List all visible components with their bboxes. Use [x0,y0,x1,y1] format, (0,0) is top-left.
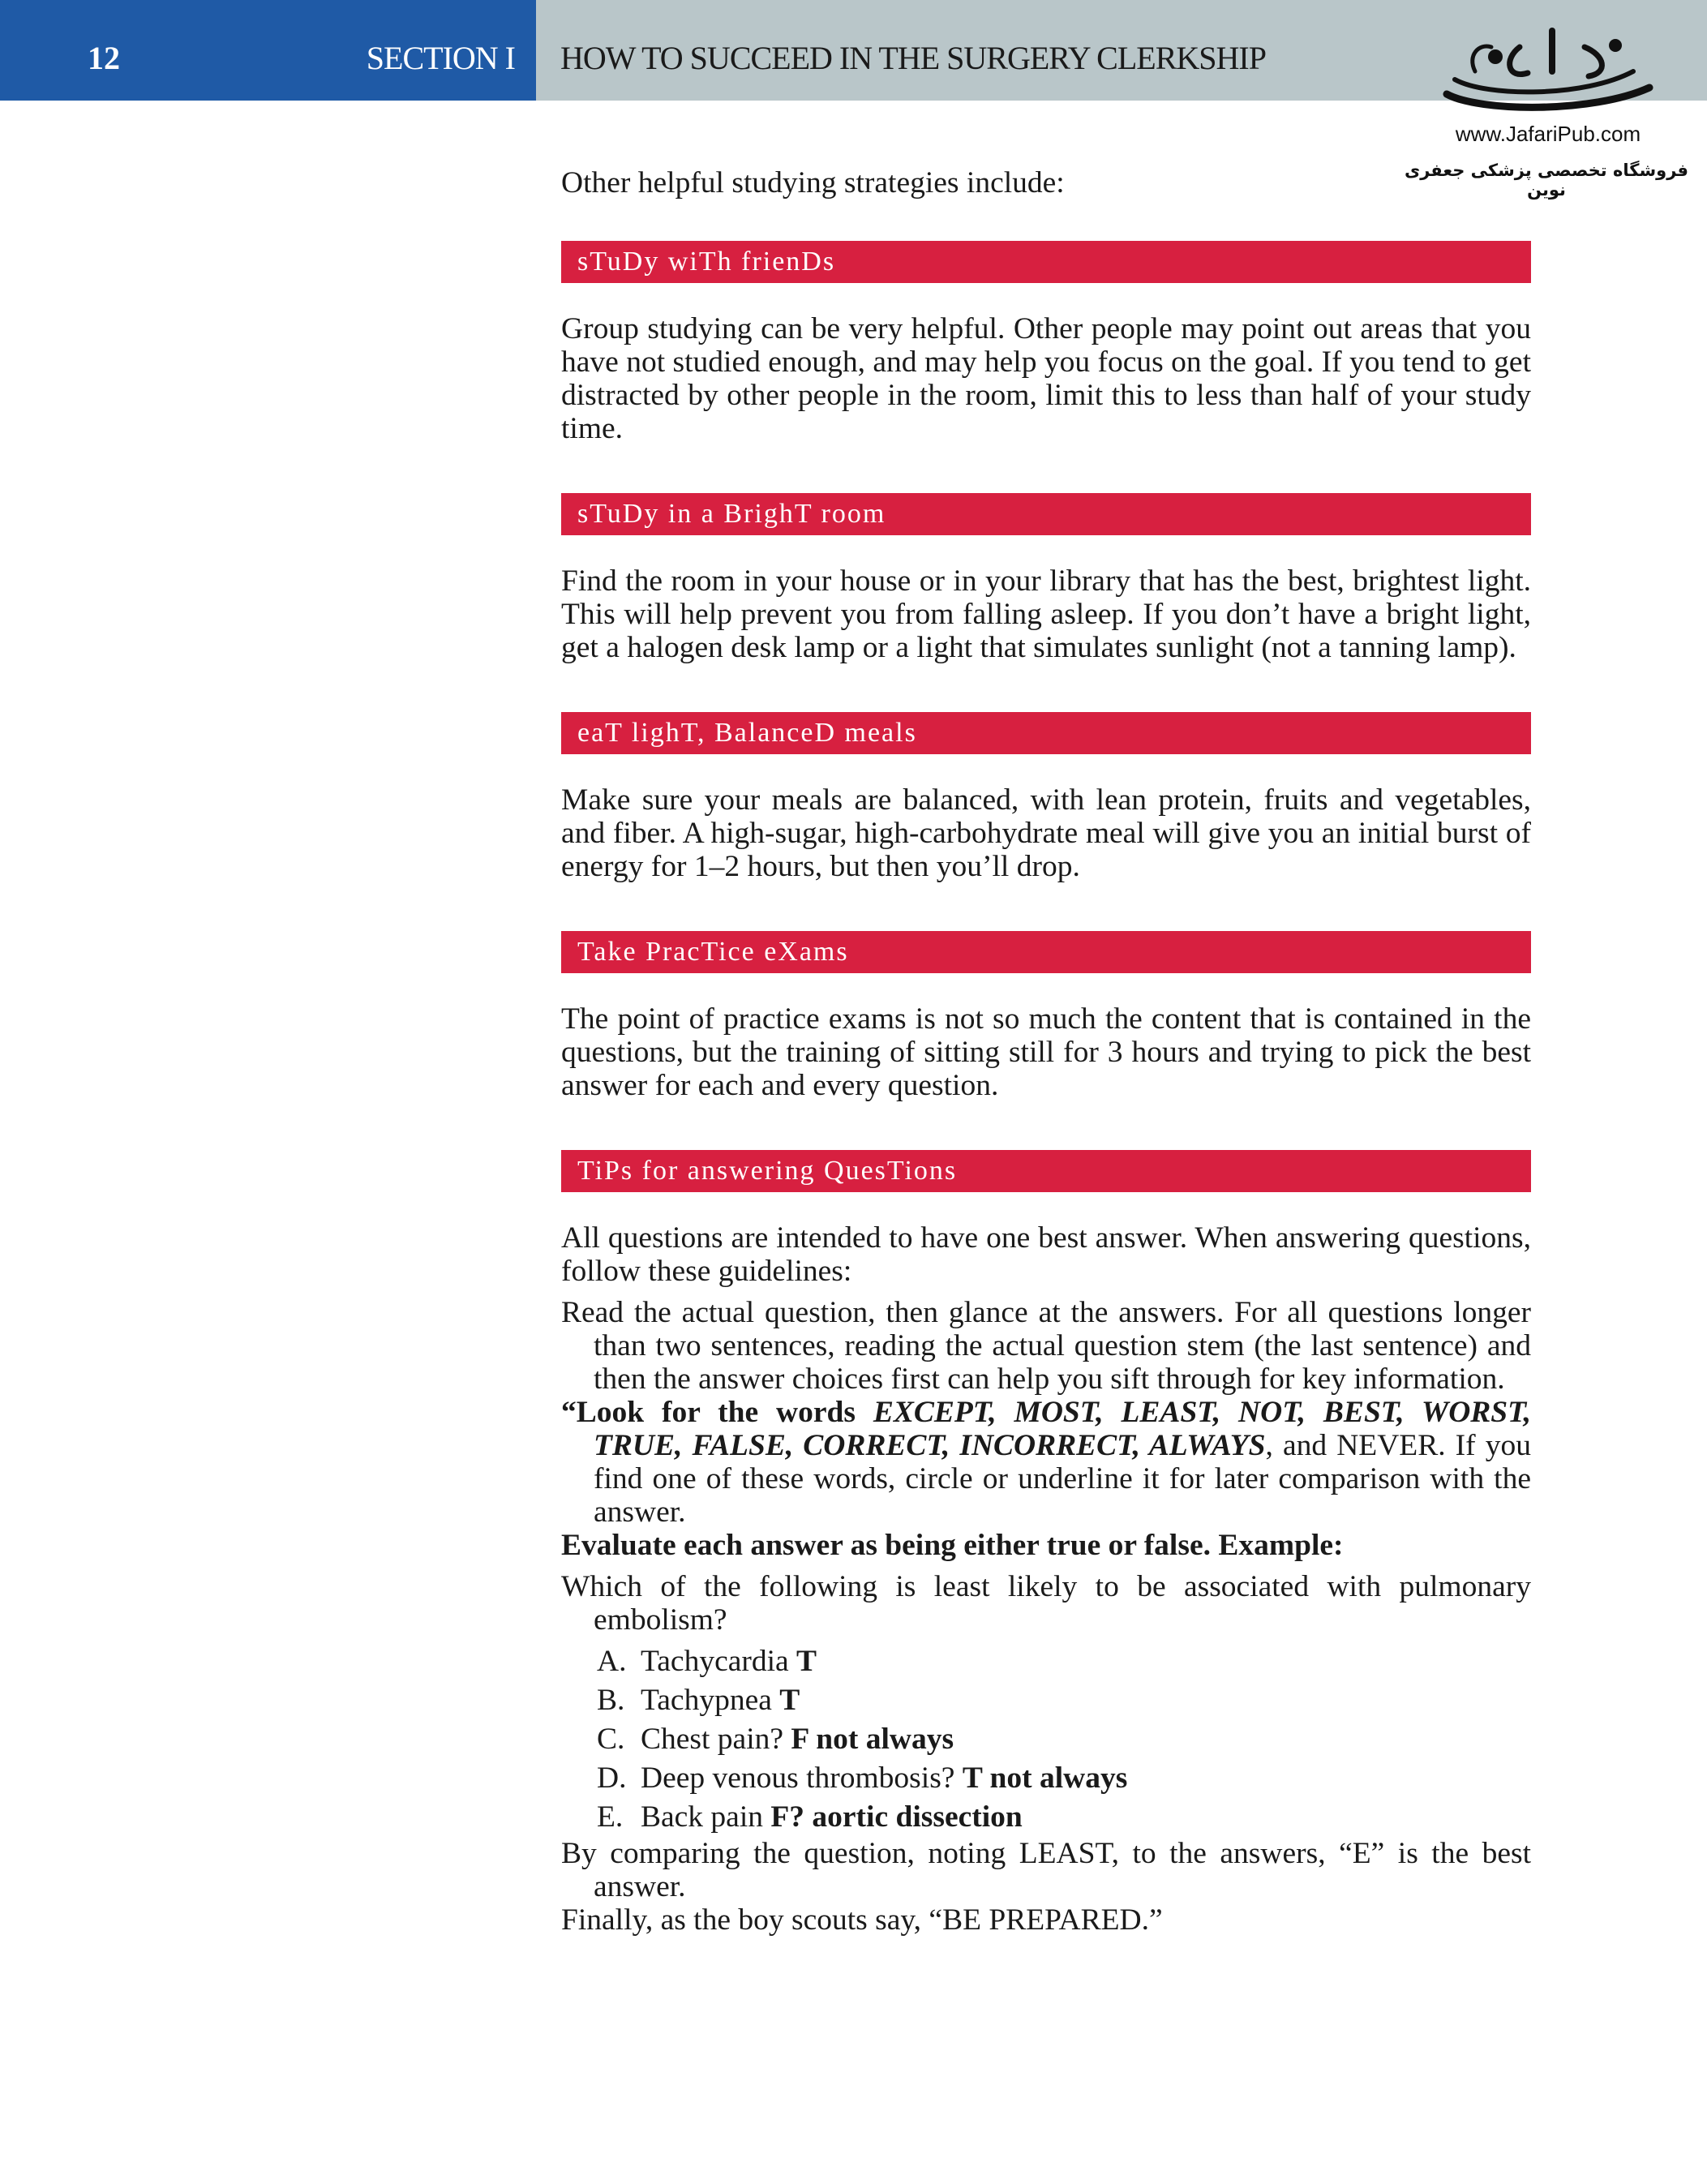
tip-read-actual-question: Read the actual question, then glance at the answers. For all questions longer than two sentences, reading the actual question stem (the last sentence) and then the answer choices first can help you sift through for key information. [561,1296,1531,1396]
option-a [561,1642,1531,1681]
page-number: 12 [88,40,120,76]
section-label: SECTION I [366,40,515,76]
option-b [561,1681,1531,1720]
body-practice-exams: The point of practice exams is not so much the content that is contained in the questions, but the training of sitting still for 3 hours and trying to pick the best answer for each and every question. [561,1002,1531,1102]
option-d [561,1759,1531,1798]
example-options [561,1642,1531,1837]
intro-text: Other helpful studying strategies include: [561,166,1065,200]
heading-study-bright-room: sTuDy in a BrighT room [561,493,1531,535]
example-question: Which of the following is least likely to be associated with pulmonary embolism? [561,1570,1531,1637]
header-section-block [0,0,536,101]
body-study-with-friends: Group studying can be very helpful. Other people may point out areas that you have not studied enough, and may help you focus on the goal. If you tend to get distracted by other people in the room, limit this to less than half of your study time. [561,312,1531,445]
running-title: HOW TO SUCCEED IN THE SURGERY CLERKSHIP [560,40,1266,76]
option-letter: E. [597,1800,624,1834]
tip-keywords: EXCEPT, MOST, LEAST, NOT, BEST, WORST, TRUE, FALSE, CORRECT, INCORRECT, ALWAYS [594,1396,1531,1462]
example-conclusion: By comparing the question, noting LEAST, to the answers, “E” is the best answer. [561,1837,1531,1903]
closing-line: Finally, as the boy scouts say, “BE PREPARED.” [561,1903,1163,1937]
publisher-tagline: فروشگاه تخصصی پزشکی جعفری نوین [1404,161,1689,200]
option-mark: F not always [791,1723,954,1756]
option-mark: T [796,1645,817,1678]
option-text: Deep venous thrombosis? [641,1761,963,1795]
option-c [561,1720,1531,1759]
option-text: Chest pain? [641,1723,791,1756]
tip-look-for-words [561,1396,1531,1529]
body-eat-light: Make sure your meals are balanced, with lean protein, fruits and vegetables, and fiber. A high-sugar, high-carbohydrate meal will give you an initial burst of energy for 1–2 hours, but then you’ll drop. [561,783,1531,883]
option-letter: C. [597,1723,625,1756]
option-mark: F? aortic dissection [770,1800,1023,1834]
option-text: Tachypnea [641,1684,780,1717]
heading-answering-tips: TiPs for answering QuesTions [561,1150,1531,1192]
heading-eat-light: eaT lighT, BalanceD meals [561,712,1531,754]
option-mark: T [779,1684,800,1717]
calligraphy-logo-icon [1430,23,1666,120]
tip-look-prefix: “Look for the words [561,1396,873,1429]
option-letter: B. [597,1684,625,1717]
option-letter: A. [597,1645,627,1678]
publisher-url[interactable]: www.JafariPub.com [1455,122,1641,146]
body-study-bright-room: Find the room in your house or in your library that has the best, brightest light. This will help prevent you from falling asleep. If you don’t have a bright light, get a halogen desk lamp or a light that simulates sunlight (not a tanning lamp). [561,564,1531,664]
option-text: Tachycardia [641,1645,797,1678]
option-e [561,1798,1531,1837]
heading-practice-exams: Take PracTice eXams [561,931,1531,973]
tip-look-suffix: , and NEVER. If you find one of these words, circle or underline it for later comparison with the answer. [594,1429,1531,1529]
option-mark: T not always [962,1761,1128,1795]
option-letter: D. [597,1761,627,1795]
tip-evaluate: Evaluate each answer as being either true or false. Example: [561,1529,1344,1562]
body-answering-tips: All questions are intended to have one best answer. When answering questions, follow these guidelines: [561,1221,1531,1288]
heading-study-with-friends: sTuDy wiTh frienDs [561,241,1531,283]
publisher-logo[interactable] [1404,23,1689,200]
main-column [561,166,1531,1937]
option-text: Back pain [641,1800,771,1834]
